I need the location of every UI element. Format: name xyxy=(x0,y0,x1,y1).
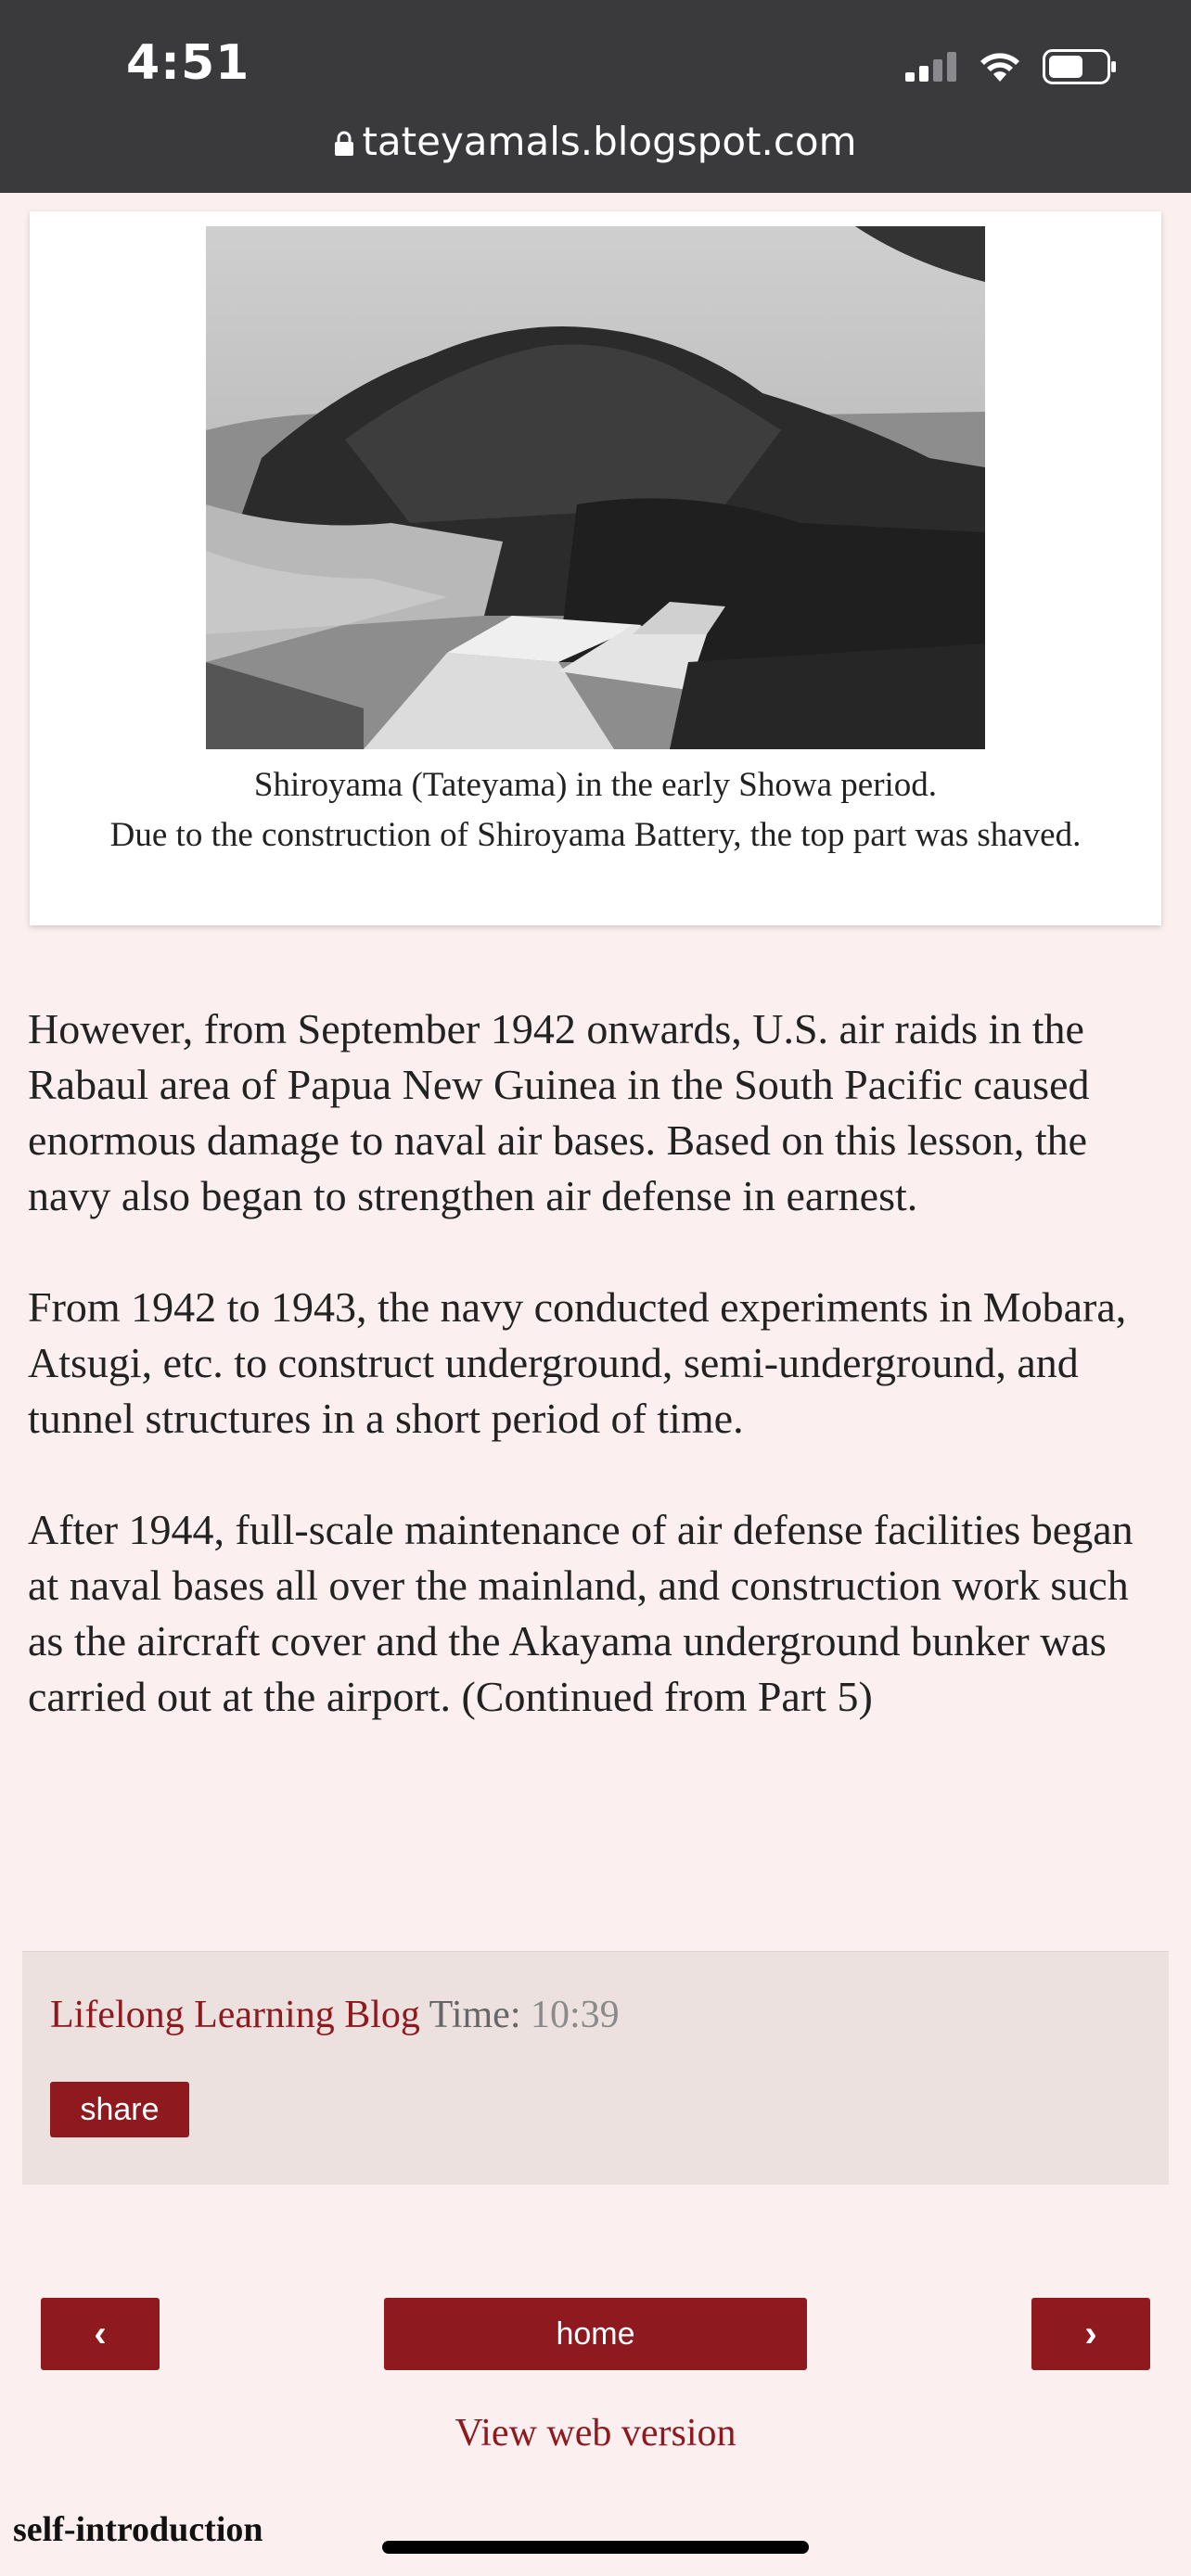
photo-graphic xyxy=(206,226,985,749)
home-button[interactable]: home xyxy=(384,2298,807,2370)
article-paragraph-3: After 1944, full-scale maintenance of air defense facilities began at naval bases all over the mainland, and construction work such as the aircraft cover and the Akayama underground bunker was carried out at the airport. (Continued from Part 5) xyxy=(28,1506,1133,1720)
status-icons xyxy=(905,48,1117,85)
wifi-icon xyxy=(978,50,1022,83)
clock: 4:51 xyxy=(126,35,250,91)
url-text: tateyamals.blogspot.com xyxy=(362,119,857,164)
lock-icon xyxy=(334,131,354,157)
view-web-version-link[interactable]: View web version xyxy=(455,2412,736,2455)
previous-post-button[interactable]: ‹ xyxy=(41,2298,160,2370)
home-indicator[interactable] xyxy=(382,2541,809,2554)
caption-line-1: Shiroyama (Tateyama) in the early Showa period. xyxy=(253,766,938,804)
article-paragraph-2: From 1942 to 1943, the navy conducted experiments in Mobara, Atsugi, etc. to construct underground, semi-underground, and tunnel structures in a short period of time. xyxy=(28,1283,1127,1442)
figure-caption xyxy=(58,760,1133,861)
article-paragraph-1: However, from September 1942 onwards, U.S. air raids in the Rabaul area of Papua New Guinea in the South Pacific caused enormous damage to naval air bases. Based on this lesson, the navy also began to strengthen air defense in earnest. xyxy=(28,1005,1090,1219)
post-footer xyxy=(22,1951,1169,2185)
address-bar[interactable] xyxy=(0,119,1191,164)
figure-card xyxy=(30,211,1161,925)
article-body xyxy=(28,1001,1169,1780)
cellular-signal-icon xyxy=(905,52,957,82)
time-label: Time: xyxy=(429,1994,521,2036)
share-button[interactable]: share xyxy=(50,2082,189,2137)
status-bar xyxy=(0,0,1191,193)
post-meta xyxy=(50,1993,620,2037)
shiroyama-photo[interactable] xyxy=(206,226,985,749)
caption-line-2: Due to the construction of Shiroyama Battery, the top part was shaved. xyxy=(109,816,1082,854)
self-introduction-heading: self-introduction xyxy=(13,2510,263,2549)
post-time-link[interactable]: 10:39 xyxy=(530,1994,620,2036)
author-link[interactable]: Lifelong Learning Blog xyxy=(50,1994,420,2036)
battery-icon xyxy=(1043,49,1117,84)
next-post-button[interactable]: › xyxy=(1031,2298,1150,2370)
